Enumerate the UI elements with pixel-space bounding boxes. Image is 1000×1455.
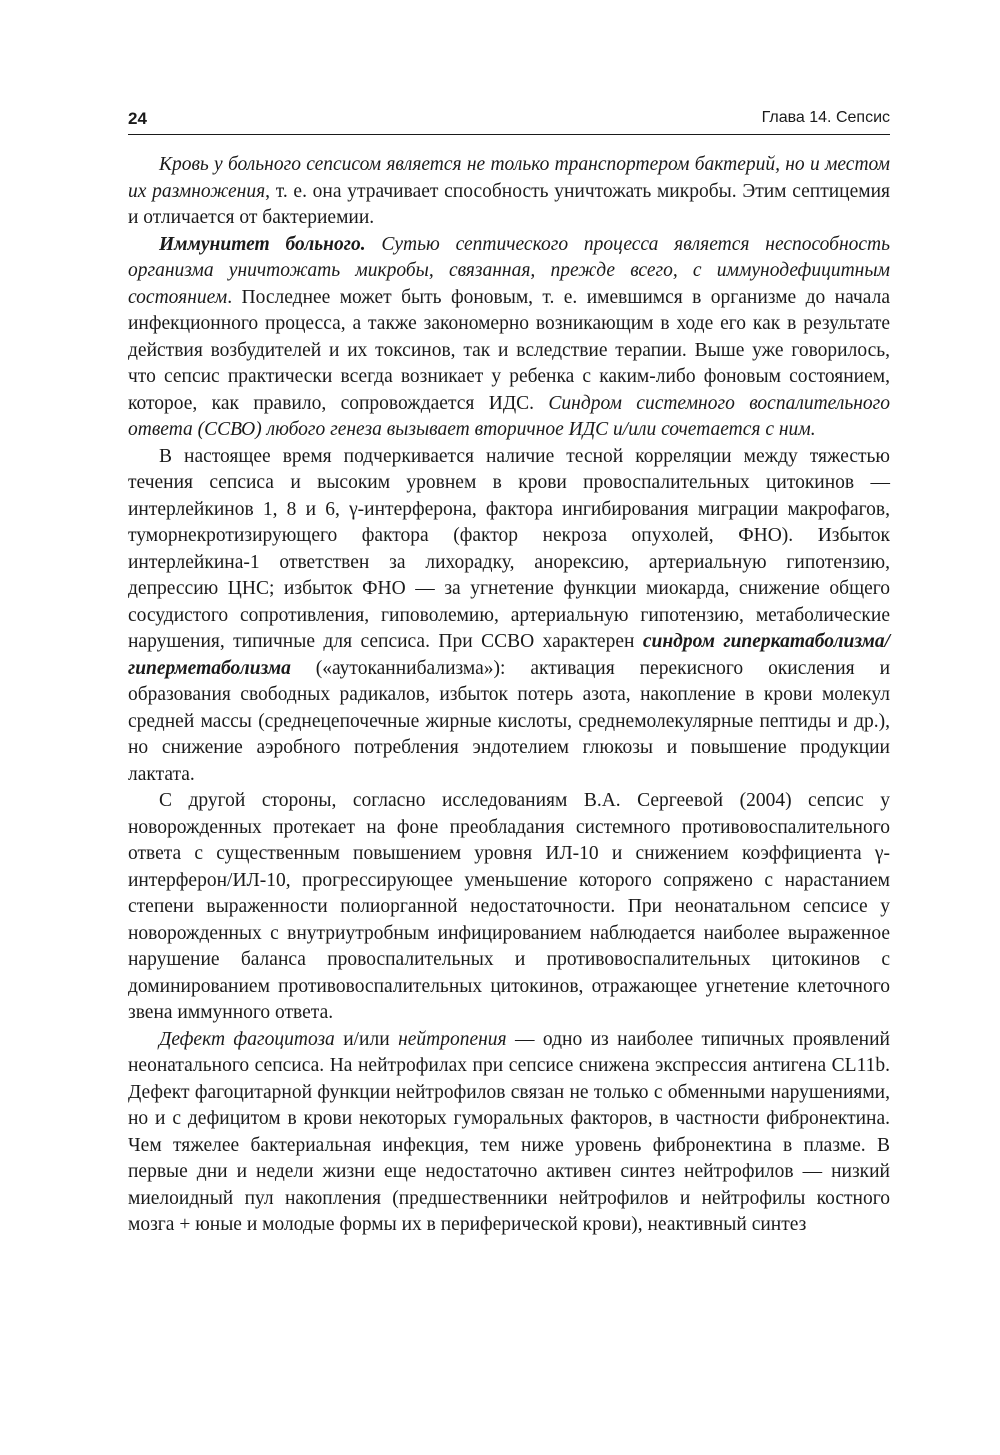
running-header bbox=[128, 106, 890, 135]
chapter-title: Глава 14. Сепсис bbox=[761, 109, 890, 126]
bold-italic-term: синдром гиперкатаболизма/гиперметаболизма bbox=[128, 631, 890, 679]
text-run: , т. е. она утрачивает способность уничтожать микробы. Этим септицемия и отличается от бактериемии. bbox=[128, 180, 890, 228]
text-run: В настоящее время подчеркивается наличие тесной корреляции между тяжестью течения сепсиса и высоким уровнем в крови провоспалительных цитокинов — интерлейкинов 1, 8 и 6, γ-интерферона, фактора ингибирования миграции макрофагов, туморнекротизирующего фактора (фактор некроза опухолей, ФНО). Избыток интерлейкина-1 ответствен за лихорадку, анорексию, артериальную гипотензию, депрессию ЦНС; избыток ФНО — за угнетение функции миокарда, снижение общего сосудистого сопротивления, гиповолемию, артериальную гипотензию, метаболические нарушения, типичные для сепсиса. При ССВО характерен bbox=[128, 445, 890, 652]
paragraph-newborns bbox=[128, 788, 890, 1027]
page-number: 24 bbox=[128, 109, 147, 128]
italic-term: Дефект фагоцитоза bbox=[159, 1028, 335, 1050]
italic-phrase: Сутью септического процесса является неспособность организма уничтожать микробы, связанная, прежде всего, с иммунодефицитным состоянием bbox=[128, 233, 891, 308]
text-run: и/или bbox=[334, 1028, 399, 1050]
text-run: . Последнее может быть фоновым, т. е. имевшимся в организме до начала инфекционного процесса, а также закономерно возникающим в ходе его как в результате действия возбудителей и их токсинов, так и вследствие терапии. Выше уже говорилось, что сепсис практически всегда возникает у ребенка с каким-либо фоновым состоянием, которое, как правило, сопровождается ИДС. bbox=[128, 286, 890, 414]
paragraph-phagocytosis bbox=[128, 1027, 890, 1239]
paragraph-cytokines bbox=[128, 444, 890, 789]
paragraph-immunity bbox=[128, 232, 890, 444]
text-run: С другой стороны, согласно исследованиям В.А. Сергеевой (2004) сепсис у новорожденных протекает на фоне преобладания системного противовоспалительного ответа с существенным повышением уровня ИЛ-10 и снижением коэффициента γ-интерферон/ИЛ-10, прогрессирующее уменьшение которого сопряжено с нарастанием степени выраженности полиорганной недостаточности. При неонатальном сепсисе у новорожденных с внутриутробным инфицированием наблюдается наиболее выраженное нарушение баланса провоспалительных и противовоспалительных цитокинов с доминированием противовоспалительных цитокинов, отражающее угнетение клеточного звена иммунного ответа. bbox=[128, 790, 890, 1023]
text-run: («аутоканнибализма»): активация перекисного окисления и образования свободных радикалов, избыток потерь азота, накопление в крови молекул средней массы (среднецепочечные жирные кислоты, среднемолекулярные пептиды и др.), но снижение аэробного потребления эндотелием глюкозы и повышение продукции лактата. bbox=[128, 657, 890, 785]
italic-term: нейтропения bbox=[398, 1028, 507, 1050]
paragraph-blood bbox=[128, 152, 890, 232]
body-text bbox=[128, 152, 890, 1239]
italic-phrase: Кровь у больного сепсисом является не только транспортером бактерий, но и местом их размножения bbox=[128, 154, 890, 202]
italic-phrase: Синдром системного воспалительного ответа (ССВО) любого генеза вызывает вторичное ИДС и/или сочетается с ним. bbox=[128, 392, 890, 440]
run-in-heading: Иммунитет больного. bbox=[159, 233, 366, 255]
text-run: — одно из наиболее типичных проявлений неонатального сепсиса. На нейтрофилах при сепсисе снижена экспрессия антигена CL11b. Дефект фагоцитарной функции нейтрофилов связан не только с обменными нарушениями, но и с дефицитом в крови некоторых гуморальных факторов, в частности фибронектина. Чем тяжелее бактериальная инфекция, тем ниже уровень фибронектина в плазме. В первые дни и недели жизни еще недостаточно активен синтез нейтрофилов — низкий миелоидный пул накопления (предшественники нейтрофилов и нейтрофилы костного мозга + юные и молодые формы их в периферической крови), неактивный синтез bbox=[128, 1028, 890, 1235]
